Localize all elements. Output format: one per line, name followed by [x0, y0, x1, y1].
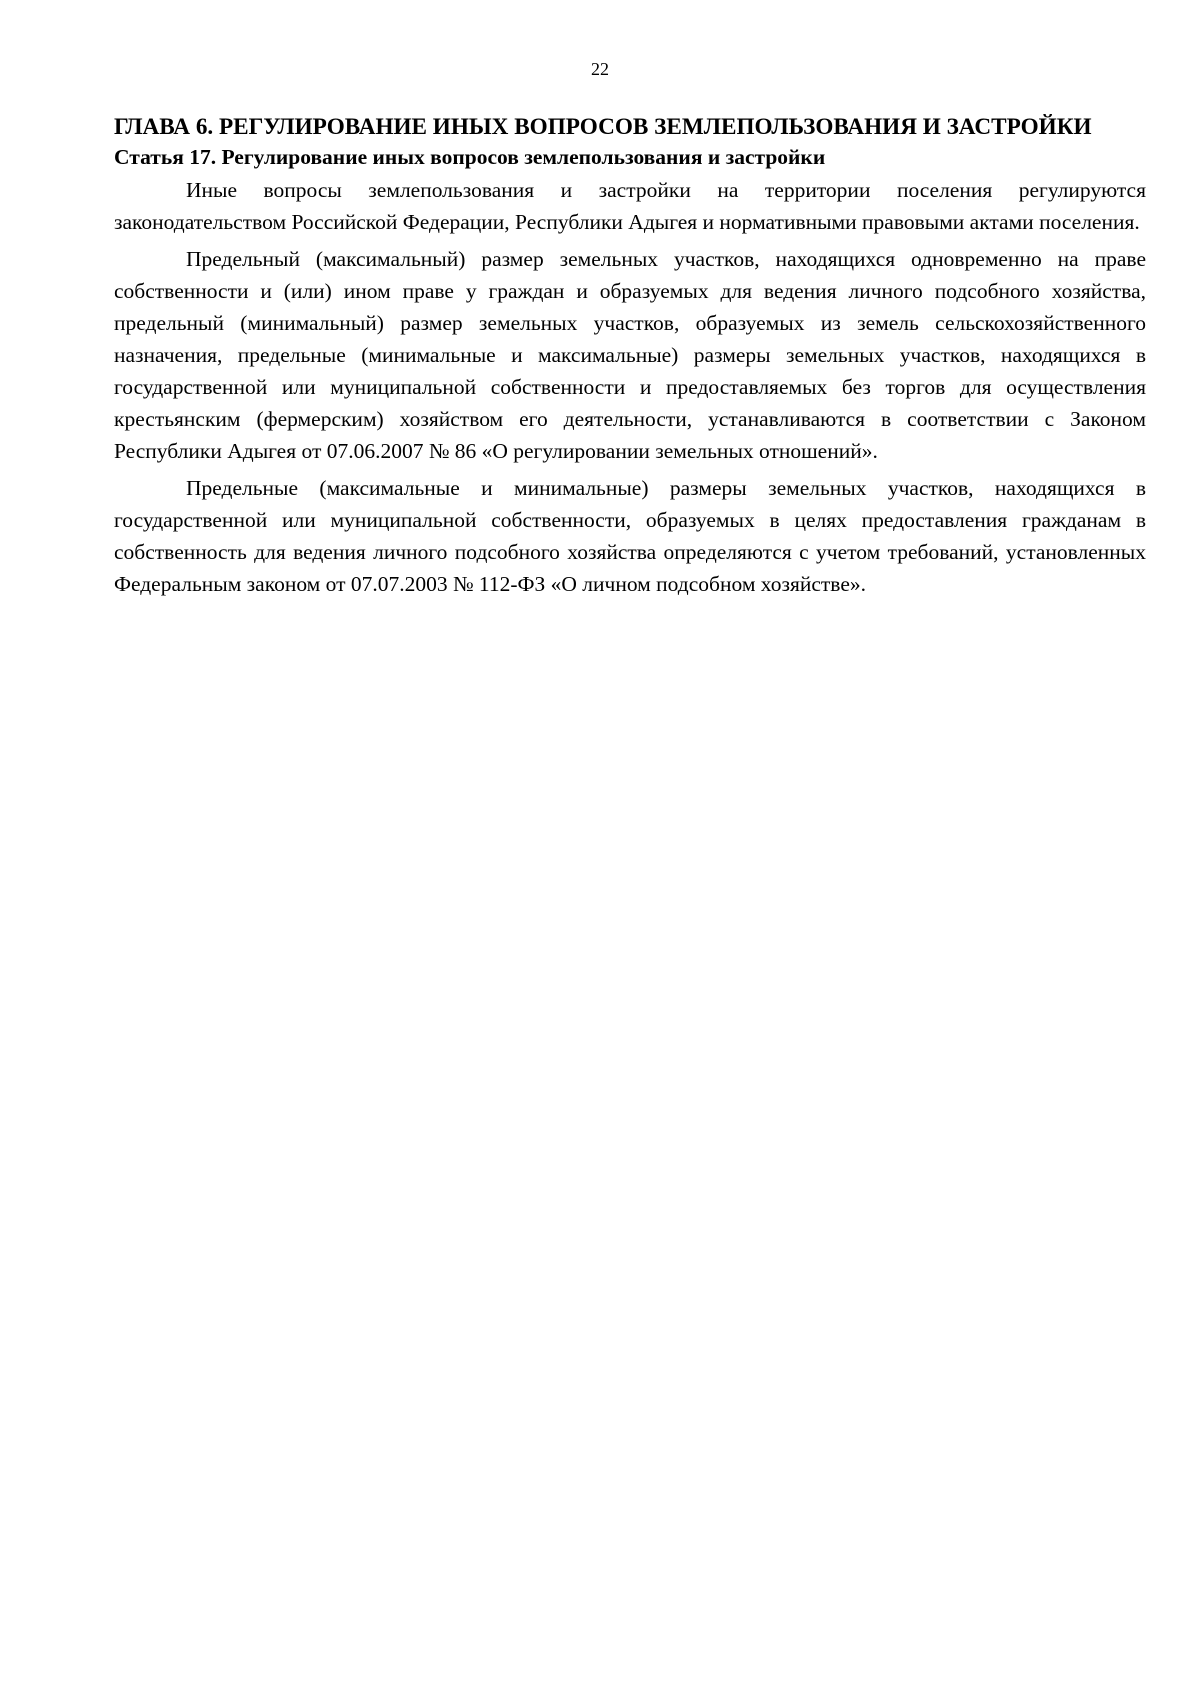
chapter-title: ГЛАВА 6. РЕГУЛИРОВАНИЕ ИНЫХ ВОПРОСОВ ЗЕМЛЕПОЛЬЗОВАНИЯ И ЗАСТРОЙКИ: [114, 114, 1092, 140]
paragraph-1: Иные вопросы землепользования и застройки на территории поселения регулируются законодательством Российской Федерации, Республики Адыгея и нормативными правовыми актами поселения.: [114, 178, 1146, 234]
paragraph-2: Предельный (максимальный) размер земельных участков, находящихся одновременно на праве собственности и (или) ином праве у граждан и образуемых для ведения личного подсобного хозяйства, предельный (минимальный) размер земельных участков, образуемых из земель сельскохозяйственного назначения, предельные (минимальные и максимальные) размеры земельных участков, находящихся в государственной или муниципальной собственности и предоставляемых без торгов для осуществления крестьянским (фермерским) хозяйством его деятельности, устанавливаются в соответствии с Законом Республики Адыгея от 07.06.2007 № 86 «О регулировании земельных отношений».: [114, 247, 1146, 463]
paragraph-3: Предельные (максимальные и минимальные) размеры земельных участков, находящихся в государственной или муниципальной собственности, образуемых в целях предоставления гражданам в собственность для ведения личного подсобного хозяйства определяются с учетом требований, установленных Федеральным законом от 07.07.2003 № 112-ФЗ «О личном подсобном хозяйстве».: [114, 476, 1146, 596]
document-body: [114, 112, 1146, 600]
page-number: 22: [591, 59, 609, 79]
article-title: Статья 17. Регулирование иных вопросов землепользования и застройки: [114, 145, 826, 169]
